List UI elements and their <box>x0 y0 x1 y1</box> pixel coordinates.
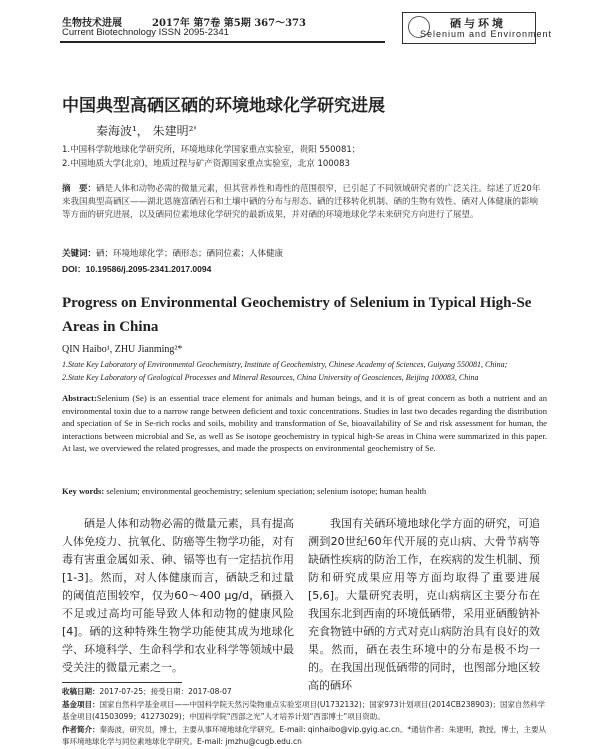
authors-cn: 秦海波¹， 朱建明²' <box>96 124 197 138</box>
keywords-en <box>62 486 426 496</box>
abstract-en-text: Selenium (Se) is an essential trace element for animals and human beings, and it is of great concern as both a nutrient and an environmental toxin due to a narrow range between deficient and toxic concentrations. Studies in last two decades regarding the distribution and speciation of Se in Se-rich rocks and soils, mobility and transformation of Se, bioavailability of Se and risk assessment for human, the interactions between microbial and Se, as well as Se isotope geochemistry in typical high-Se areas in China were summarized in this paper. At last, we overviewed the related progresses, and made the prospects on environmental geochemistry of Se. <box>62 393 547 453</box>
doi[interactable]: DOI：10.19586/j.2095-2341.2017.0094 <box>62 264 212 274</box>
affiliation-en-2: 2.State Key Laboratory of Geological Processes and Mineral Resources, China University of Geosciences, Beijing 100083, China <box>62 373 479 382</box>
body-column-right: 我国有关硒环境地球化学方面的研究，可追溯到20世纪60年代开展的克山病、大骨节病等缺硒性疾病的防治工作，在疾病的发生机制、预防和研究成果应用等方面均取得了重要进展[5,6]。大量研究表明，克山病病区主要分布在我国东北到西南的环境低硒带，采用亚硒酸钠补充食物链中硒的方式对克山病防治具有良好的效果。然而，硒在表生环境中的分布是极不均一的。在我国出现低硒带的同时，也图部分地区较高的硒环 <box>308 517 540 692</box>
keywords-en-label: Key words: <box>62 486 105 496</box>
footnote-label: 基金项目： <box>62 700 100 709</box>
journal-name-en: Current Biotechnology ISSN 2095-2341 <box>62 27 229 38</box>
issue-meta: 2017年 第7卷 第5期 367～373 <box>152 18 306 29</box>
footnote-label: 收稿日期： <box>62 687 100 696</box>
journal-name-cn: 生物技术进展 <box>62 18 122 29</box>
affiliation-cn-1: 1.中国科学院地球化学研究所，环境地球化学国家重点实验室，贵阳 550081； <box>62 145 361 155</box>
column-logo-cn: 硒与环境 <box>450 17 506 30</box>
keywords-cn-text: 硒；环境地球化学；硒形态；硒同位素；人体健康 <box>96 249 284 259</box>
abstract-en-label: Abstract: <box>62 393 97 403</box>
footnote-author-bio <box>62 724 552 748</box>
footnote-received <box>62 686 552 698</box>
authors-en: QIN Haibo¹, ZHU Jianming²* <box>62 344 183 355</box>
column-logo-en: Selenium and Environment <box>420 29 553 39</box>
body-column-left: 硒是人体和动物必需的微量元素，具有提高人体免疫力、抗氧化、防癌等生物学功能，对有毒有害重金属如汞、砷、镉等也有一定拮抗作用[1-3]。然而，对人体健康而言，硒缺乏和过量的阈值范围较窄，仅为60～400 μg/d，硒摄入不足或过高均可能导致人体和动物的健康风险[4]。硒的这种特殊生物学功能使其成为地球化学、环境科学、生命科学和农业科学等领域中最受关注的微量元素之一。 <box>62 517 294 674</box>
abstract-cn-text: 硒是人体和动物必需的微量元素，但其营养性和毒性的范围很窄，已引起了不同领域研究者的广泛关注。综述了近20年来我国典型高硒区——湖北恩施富硒岩石和土壤中硒的分布与形态、硒的迁移转化机制、硒的生物有效性、硒对人体健康的影响等方面的研究进展，以及硒同位素地球化学研究的最新成果，并对硒的环境地球化学未来研究方向进行了展望。 <box>62 184 541 220</box>
footnote-text: 秦海波，研究员，博士，主要从事环境地球化学研究。E-mail: qinhaibo@vip.gyig.ac.cn。*通信作者：朱建明，教授，博士，主要从事环境地球化学与同位素地球化学研究。E-mail: jmzhu@cugb.edu.cn <box>62 725 547 746</box>
affiliation-en-1: 1.State Key Laboratory of Environmental Geochemistry, Institute of Geochemistry, Chinese Academy of Sciences, Guiyang 550081, China; <box>62 360 508 369</box>
keywords-cn-label: 关键词： <box>62 249 97 259</box>
footnote-label: 作者简介： <box>62 725 100 734</box>
abstract-cn <box>62 183 542 222</box>
header-rule <box>60 41 385 43</box>
keywords-en-text: selenium; environmental geochemistry; selenium speciation; selenium isotope; human health <box>106 486 427 496</box>
abstract-en <box>62 392 547 455</box>
abstract-cn-label: 摘 要： <box>62 184 97 194</box>
paper-title-cn: 中国典型高硒区硒的环境地球化学研究进展 <box>62 96 385 116</box>
keywords-cn <box>62 247 283 259</box>
footnote-rule <box>62 682 182 683</box>
footnote-text: 2017-07-25；接受日期：2017-08-07 <box>99 687 232 696</box>
paper-title-en: Progress on Environmental Geochemistry of Selenium in Typical High-Se Areas in China <box>62 295 532 335</box>
footnote-text: 国家自然科学基金项目——中国科学院天然污染物重点实验室项目(U1732132)；国家973计划项目(2014CB238903)；国家自然科学基金项目(41503099；41273029)；中国科学院“西部之光”人才培养计划“西部博士”项目资助。 <box>62 700 546 721</box>
affiliation-cn-2: 2.中国地质大学(北京)，地质过程与矿产资源国家重点实验室，北京 100083 <box>62 159 350 169</box>
footnote-funding <box>62 699 552 723</box>
